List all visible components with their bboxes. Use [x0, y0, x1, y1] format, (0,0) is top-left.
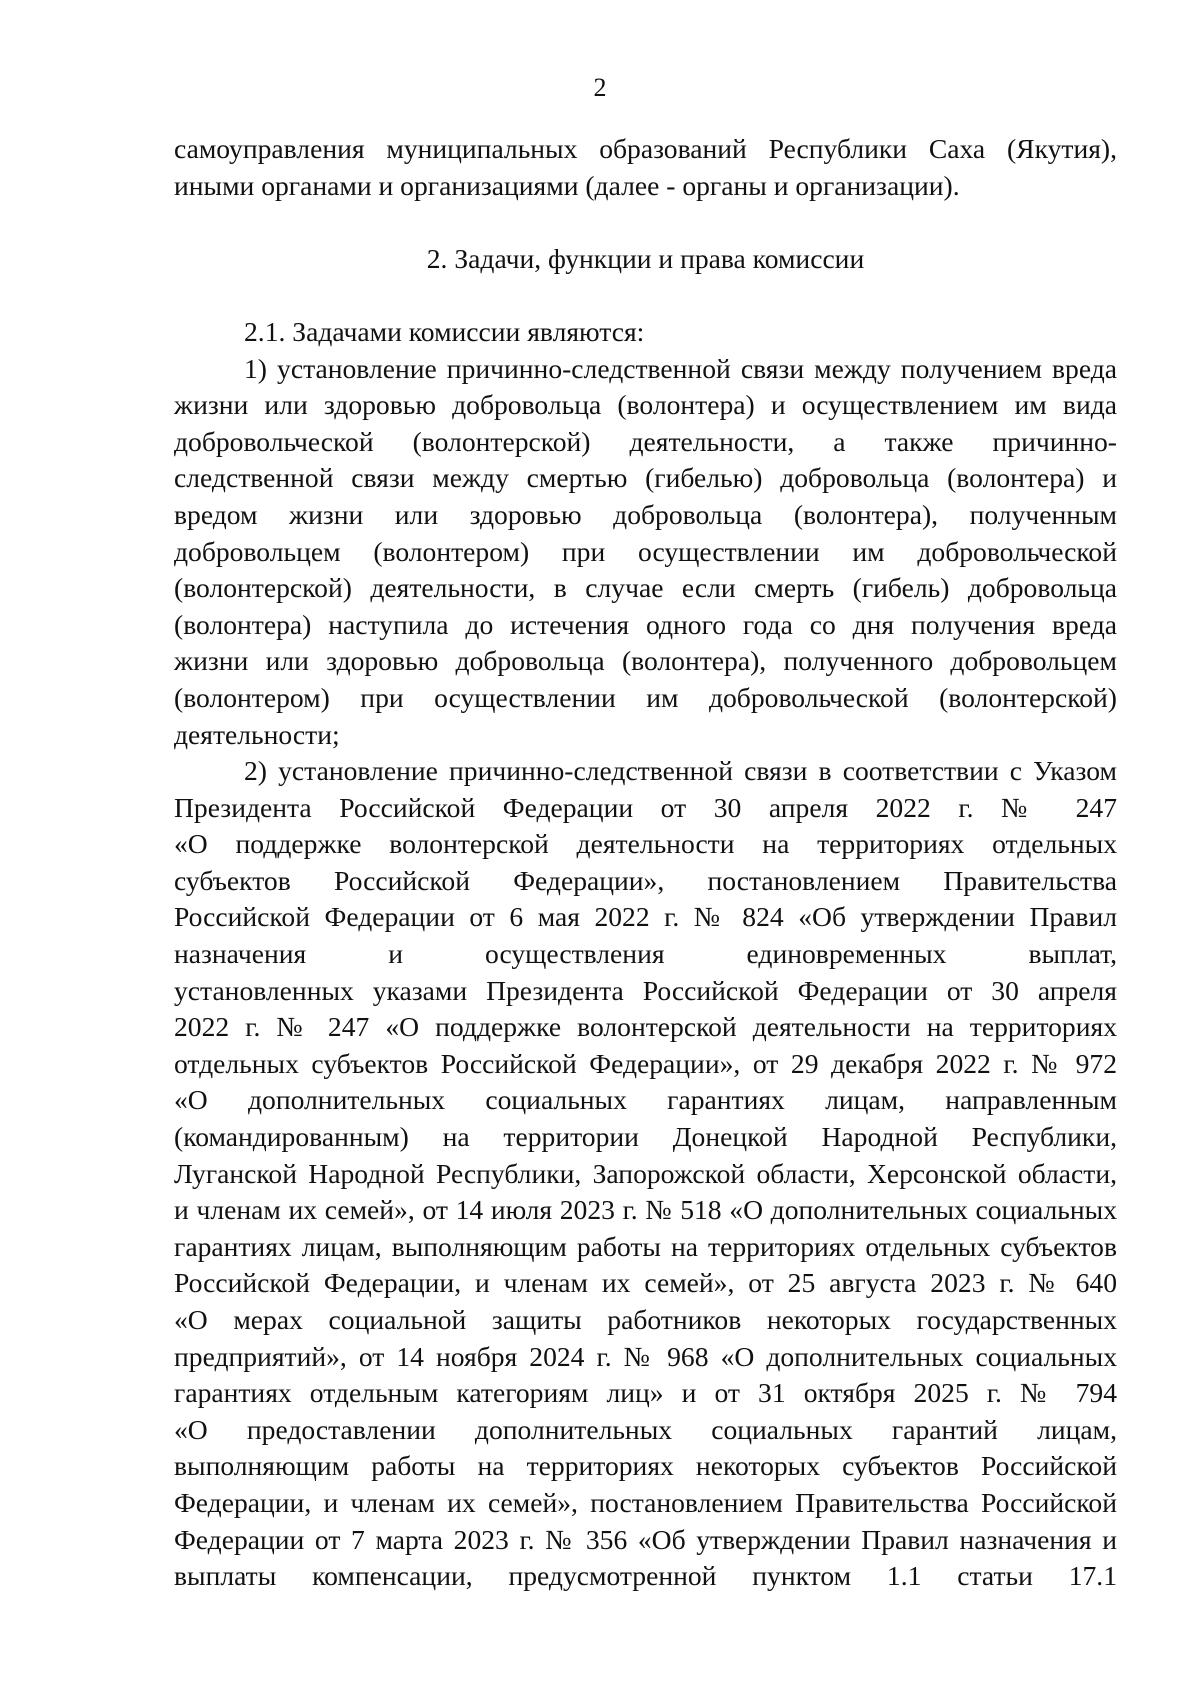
page-number: 2	[593, 73, 607, 102]
item2-line: предприятий», от 14 ноября 2024 г. № 968 «О дополнительных социальных	[174, 1340, 1117, 1372]
section-heading: 2. Задачи, функции и права комиссии	[426, 242, 865, 274]
item1-line: (волонтером) при осуществлении им добровольческой (волонтерской)	[174, 681, 1117, 713]
intro-line: самоуправления муниципальных образований Республики Саха (Якутия),	[174, 133, 1117, 164]
item1-line: добровольческой (волонтерской) деятельности, а также причинно-	[174, 425, 1117, 457]
item2-line: «О предоставлении дополнительных социальных гарантий лицам,	[174, 1413, 1117, 1445]
subsection-title: 2.1. Задачами комиссии являются:	[244, 315, 645, 347]
intro-line: иными органами и организациями (далее - органы и организации).	[174, 169, 960, 201]
item2-line: гарантиях лицам, выполняющим работы на территориях отдельных субъектов	[174, 1230, 1117, 1262]
item2-line: отдельных субъектов Российской Федерации», от 29 декабря 2022 г. № 972	[174, 1047, 1117, 1079]
item2-line: выплаты компенсации, предусмотренной пунктом 1.1 статьи 17.1	[174, 1560, 1117, 1592]
item1-line: 1) установление причинно-следственной связи между получением вреда	[244, 352, 1117, 384]
item1-line: жизни или здоровью добровольца (волонтера) и осуществлением им вида	[174, 389, 1117, 421]
item1-line: вредом жизни или здоровью добровольца (волонтера), полученным	[174, 498, 1117, 530]
item1-line: (волонтера) наступила до истечения одного года со дня получения вреда	[174, 608, 1117, 640]
item2-line: выполняющим работы на территориях некоторых субъектов Российской	[174, 1450, 1117, 1482]
item2-line: Президента Российской Федерации от 30 апреля 2022 г. № 247	[174, 791, 1117, 823]
document-body	[174, 131, 1117, 1595]
item2-line: и членам их семей», от 14 июля 2023 г. № 518 «О дополнительных социальных	[174, 1194, 1117, 1226]
item2-line: установленных указами Президента Российской Федерации от 30 апреля	[174, 974, 1117, 1006]
item2-line: гарантиях отдельным категориям лиц» и от 31 октября 2025 г. № 794	[174, 1377, 1117, 1409]
item2-line: Луганской Народной Республики, Запорожской области, Херсонской области,	[174, 1157, 1117, 1189]
item1-line: следственной связи между смертью (гибелью) добровольца (волонтера) и	[174, 462, 1117, 494]
spacer	[174, 204, 1117, 241]
item2-line: 2022 г. № 247 «О поддержке волонтерской деятельности на территориях	[174, 1011, 1117, 1043]
item2-line: Российской Федерации, и членам их семей», от 25 августа 2023 г. № 640	[174, 1267, 1117, 1299]
item2-line: назначения и осуществления единовременных выплат,	[174, 938, 1117, 970]
item2-line: «О мерах социальной защиты работников некоторых государственных	[174, 1304, 1117, 1335]
item2-line: «О дополнительных социальных гарантиях лицам, направленным	[174, 1084, 1117, 1116]
item1-line: добровольцем (волонтером) при осуществлении им добровольческой	[174, 535, 1117, 567]
item2-line: субъектов Российской Федерации», постановлением Правительства	[174, 864, 1117, 896]
item1-line: деятельности;	[174, 718, 340, 750]
item2-line: Федерации, и членам их семей», постановлением Правительства Российской	[174, 1486, 1117, 1518]
item1-line: жизни или здоровью добровольца (волонтера), полученного добровольцем	[174, 645, 1117, 677]
spacer	[174, 277, 1117, 314]
item2-line: Федерации от 7 марта 2023 г. № 356 «Об утверждении Правил назначения и	[174, 1523, 1117, 1555]
item2-line: «О поддержке волонтерской деятельности на территориях отдельных	[174, 828, 1117, 860]
item2-line: 2) установление причинно-следственной связи в соответствии с Указом	[244, 755, 1117, 787]
item1-line: (волонтерской) деятельности, в случае если смерть (гибель) добровольца	[174, 572, 1117, 604]
item2-line: (командированным) на территории Донецкой Народной Республики,	[174, 1121, 1117, 1153]
item2-line: Российской Федерации от 6 мая 2022 г. № 824 «Об утверждении Правил	[174, 901, 1117, 933]
